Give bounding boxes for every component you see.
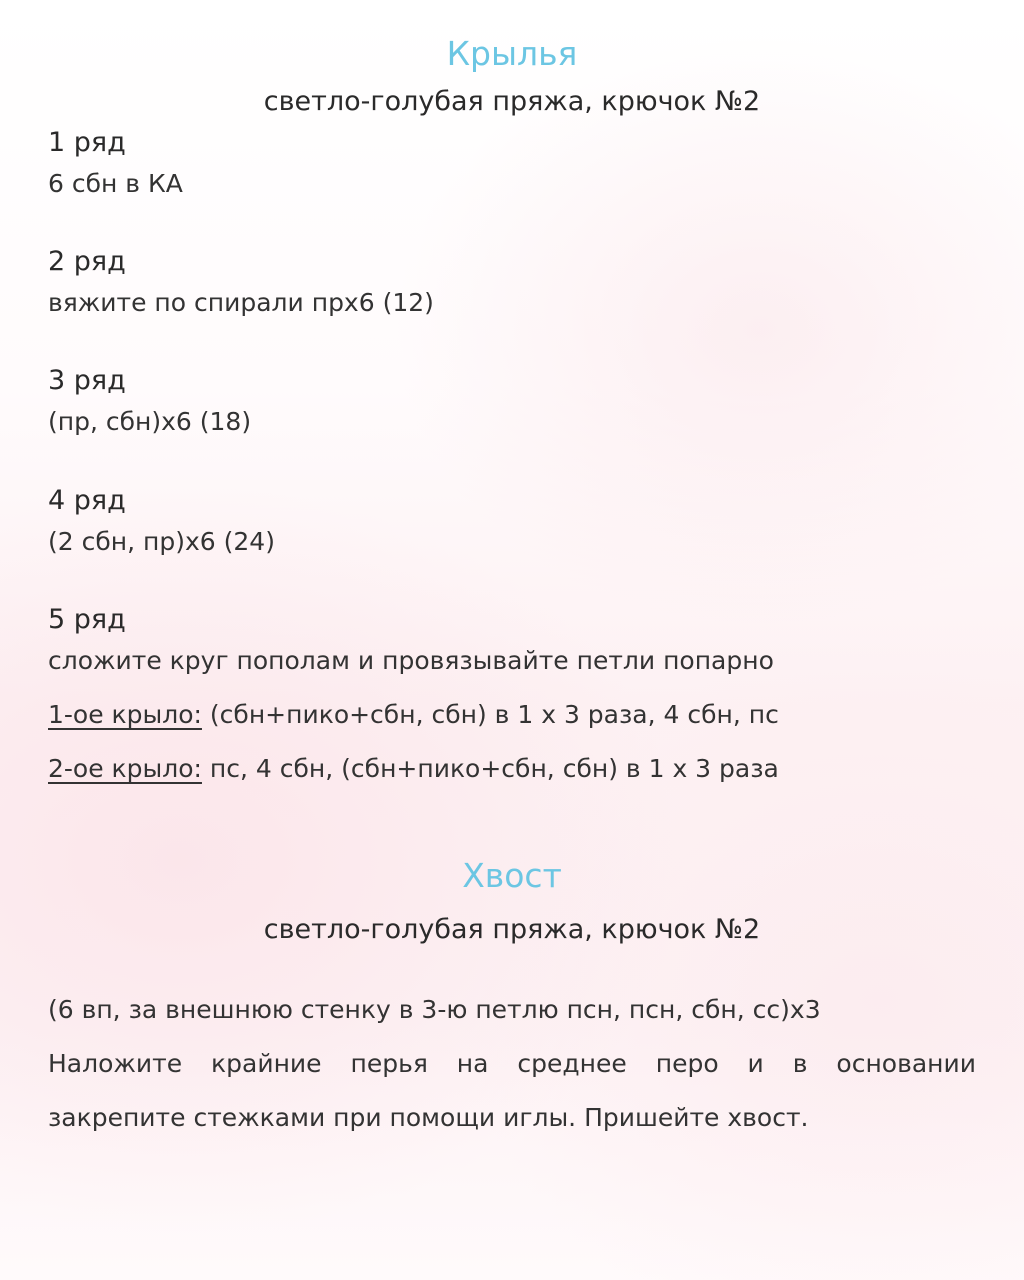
tail-line-3: закрепите стежками при помощи иглы. Пришейте хвост. [48, 1103, 809, 1132]
wings-title: Крылья [446, 34, 578, 73]
wing-1-text: (сбн+пико+сбн, сбн) в 1 х 3 раза, 4 сбн, пс [201, 700, 779, 729]
tail-title: Хвост [462, 856, 562, 895]
wing-1-label: 1-ое крыло: [48, 700, 202, 729]
row-3-label: 3 ряд [48, 365, 126, 396]
row-3-text: (пр, сбн)х6 (18) [48, 407, 252, 436]
wing-2-line [48, 754, 779, 783]
wing-2-label: 2-ое крыло: [48, 754, 202, 783]
row-4-text: (2 сбн, пр)х6 (24) [48, 527, 275, 556]
row-4-label: 4 ряд [48, 485, 126, 516]
row-5-label: 5 ряд [48, 604, 126, 635]
tail-line-1: (6 вп, за внешнюю стенку в 3-ю петлю псн, псн, сбн, сс)х3 [48, 995, 821, 1024]
row-2-text: вяжите по спирали прх6 (12) [48, 288, 434, 317]
wing-2-text: пс, 4 сбн, (сбн+пико+сбн, сбн) в 1 х 3 раза [201, 754, 779, 783]
wings-subtitle: светло-голубая пряжа, крючок №2 [263, 86, 761, 117]
row-1-label: 1 ряд [48, 127, 126, 158]
row-5-text: сложите круг пополам и провязывайте петли попарно [48, 646, 774, 675]
row-1-text: 6 сбн в КА [48, 169, 183, 198]
tail-line-2: Наложите крайние перья на среднее перо и в основании [48, 1049, 976, 1078]
wing-1-line [48, 700, 779, 729]
tail-subtitle: светло-голубая пряжа, крючок №2 [263, 914, 761, 945]
row-2-label: 2 ряд [48, 246, 126, 277]
